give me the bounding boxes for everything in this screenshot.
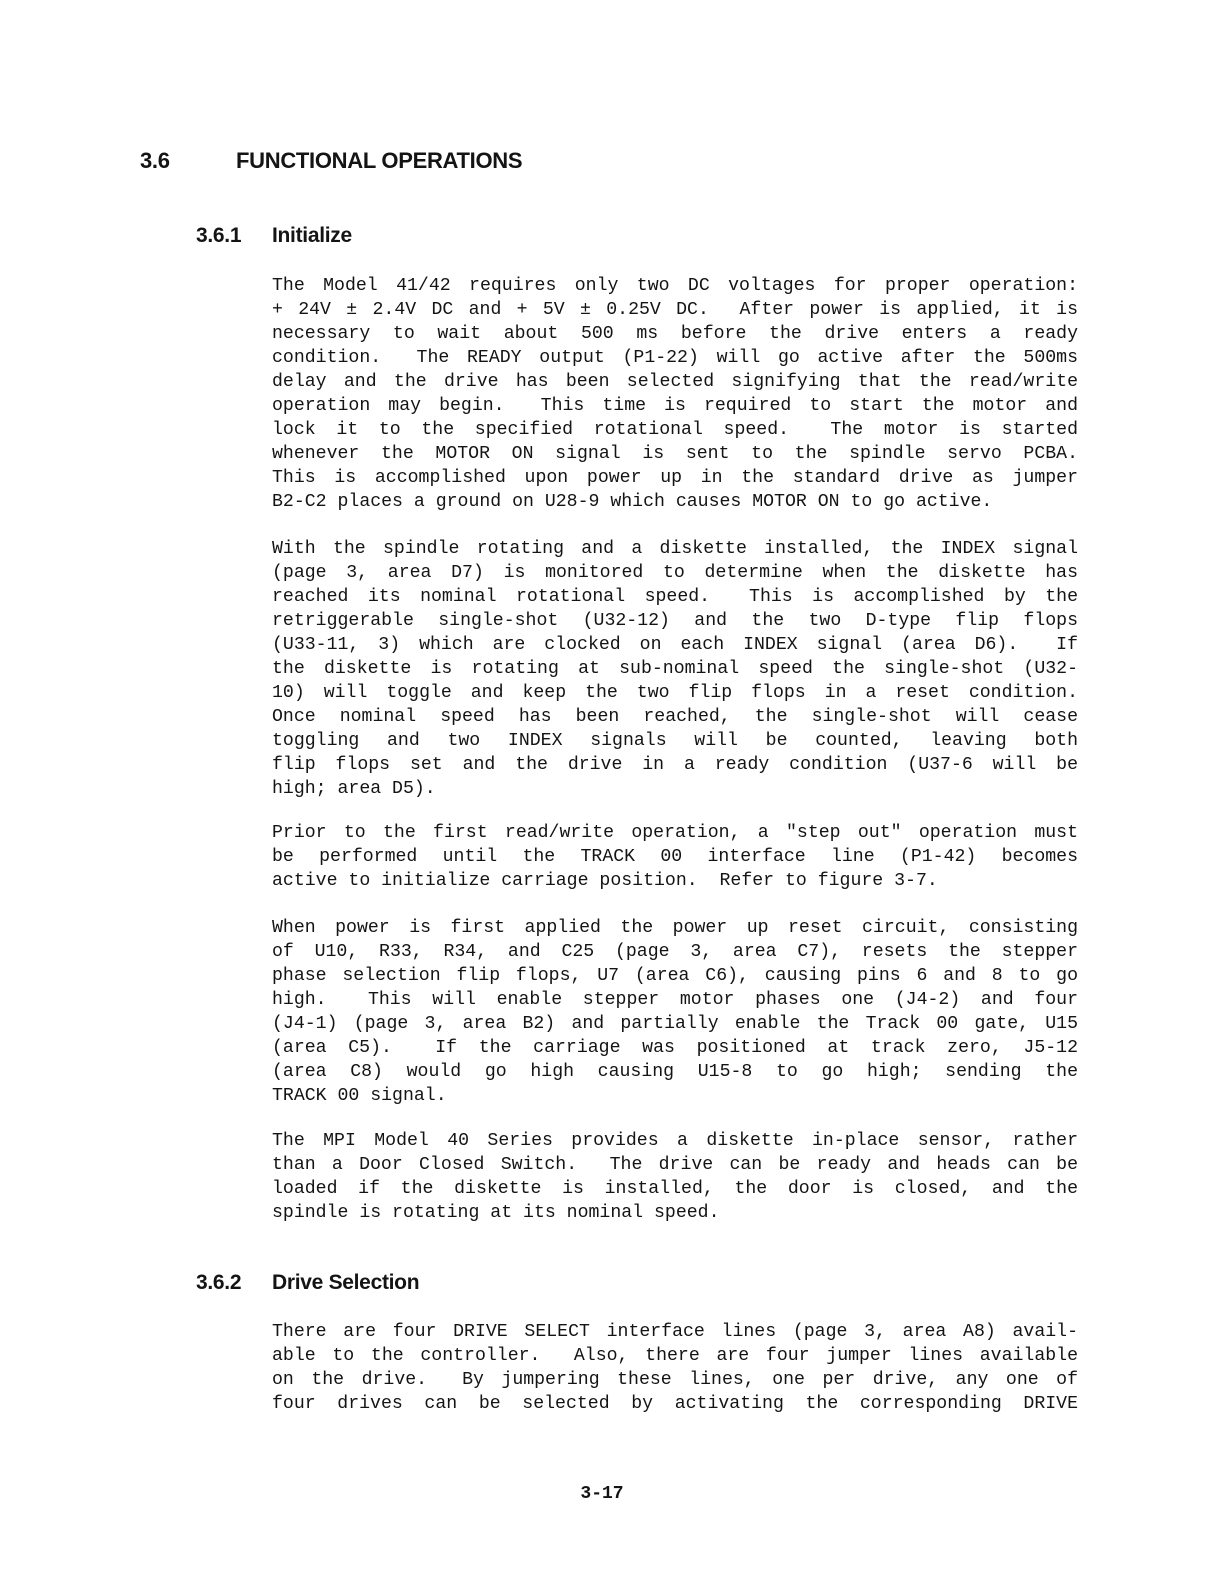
text-line: of U10, R33, R34, and C25 (page 3, area C7), resets the stepper — [272, 942, 1078, 962]
text-line: active to initialize carriage position. Refer to figure 3-7. — [272, 871, 938, 891]
text-line: high. This will enable stepper motor phases one (J4-2) and four — [272, 990, 1078, 1010]
text-line: When power is first applied the power up reset circuit, consisting — [272, 918, 1078, 938]
text-line: + 24V ± 2.4V DC and + 5V ± 0.25V DC. After power is applied, it is — [272, 300, 1078, 320]
text-line: The MPI Model 40 Series provides a diskette in-place sensor, rather — [272, 1131, 1078, 1151]
subsection-number: 3.6.1 — [196, 224, 242, 247]
text-line: operation may begin. This time is required to start the motor and — [272, 396, 1078, 416]
text-line: delay and the drive has been selected signifying that the read/write — [272, 372, 1078, 392]
text-line: B2-C2 places a ground on U28-9 which causes MOTOR ON to go active. — [272, 492, 993, 512]
text-line: toggling and two INDEX signals will be counted, leaving both — [272, 731, 1078, 751]
text-line: Once nominal speed has been reached, the single-shot will cease — [272, 707, 1078, 727]
text-line: Prior to the first read/write operation, a "step out" operation must — [272, 823, 1078, 843]
text-line: than a Door Closed Switch. The drive can be ready and heads can be — [272, 1155, 1078, 1175]
text-line: TRACK 00 signal. — [272, 1086, 447, 1106]
text-line: There are four DRIVE SELECT interface lines (page 3, area A8) avail- — [272, 1322, 1078, 1342]
text-line: the diskette is rotating at sub-nominal speed the single-shot (U32- — [272, 659, 1078, 679]
section-title: FUNCTIONAL OPERATIONS — [236, 148, 523, 173]
text-line: (page 3, area D7) is monitored to determine when the diskette has — [272, 563, 1078, 583]
text-line: spindle is rotating at its nominal speed. — [272, 1203, 720, 1223]
text-line: With the spindle rotating and a diskette installed, the INDEX signal — [272, 539, 1078, 559]
subsection-title: Drive Selection — [272, 1271, 420, 1294]
text-line: (J4-1) (page 3, area B2) and partially enable the Track 00 gate, U15 — [272, 1014, 1078, 1034]
text-line: high; area D5). — [272, 779, 436, 799]
paragraph-power-up-reset — [272, 916, 1078, 1108]
text-line: phase selection flip flops, U7 (area C6), causing pins 6 and 8 to go — [272, 966, 1078, 986]
text-line: retriggerable single-shot (U32-12) and the two D-type flip flops — [272, 611, 1078, 631]
paragraph-drive-select — [272, 1320, 1078, 1416]
paragraph-index-signal — [272, 537, 1078, 801]
paragraph-power-requirements — [272, 274, 1078, 514]
subsection-number: 3.6.2 — [196, 1271, 242, 1294]
text-line: on the drive. By jumpering these lines, one per drive, any one of — [272, 1370, 1078, 1390]
text-line: lock it to the specified rotational speed. The motor is started — [272, 420, 1078, 440]
page-number: 3-17 — [580, 1484, 624, 1504]
text-line: able to the controller. Also, there are four jumper lines available — [272, 1346, 1078, 1366]
text-line: flip flops set and the drive in a ready condition (U37-6 will be — [272, 755, 1078, 775]
text-line: reached its nominal rotational speed. This is accomplished by the — [272, 587, 1078, 607]
paragraph-step-out — [272, 821, 1078, 893]
text-line: condition. The READY output (P1-22) will go active after the 500ms — [272, 348, 1078, 368]
subsection-title: Initialize — [272, 224, 352, 247]
text-line: (area C5). If the carriage was positioned at track zero, J5-12 — [272, 1038, 1078, 1058]
text-line: The Model 41/42 requires only two DC voltages for proper operation: — [272, 276, 1078, 296]
text-line: whenever the MOTOR ON signal is sent to the spindle servo PCBA. — [272, 444, 1078, 464]
text-line: loaded if the diskette is installed, the door is closed, and the — [272, 1179, 1078, 1199]
text-line: 10) will toggle and keep the two flip flops in a reset condition. — [272, 683, 1078, 703]
text-line: (area C8) would go high causing U15-8 to go high; sending the — [272, 1062, 1078, 1082]
text-line: necessary to wait about 500 ms before the drive enters a ready — [272, 324, 1078, 344]
text-line: This is accomplished upon power up in the standard drive as jumper — [272, 468, 1078, 488]
text-line: four drives can be selected by activating the corresponding DRIVE — [272, 1394, 1078, 1414]
text-line: (U33-11, 3) which are clocked on each INDEX signal (area D6). If — [272, 635, 1078, 655]
section-number: 3.6 — [140, 148, 170, 173]
text-line: be performed until the TRACK 00 interface line (P1-42) becomes — [272, 847, 1078, 867]
paragraph-in-place-sensor — [272, 1129, 1078, 1225]
